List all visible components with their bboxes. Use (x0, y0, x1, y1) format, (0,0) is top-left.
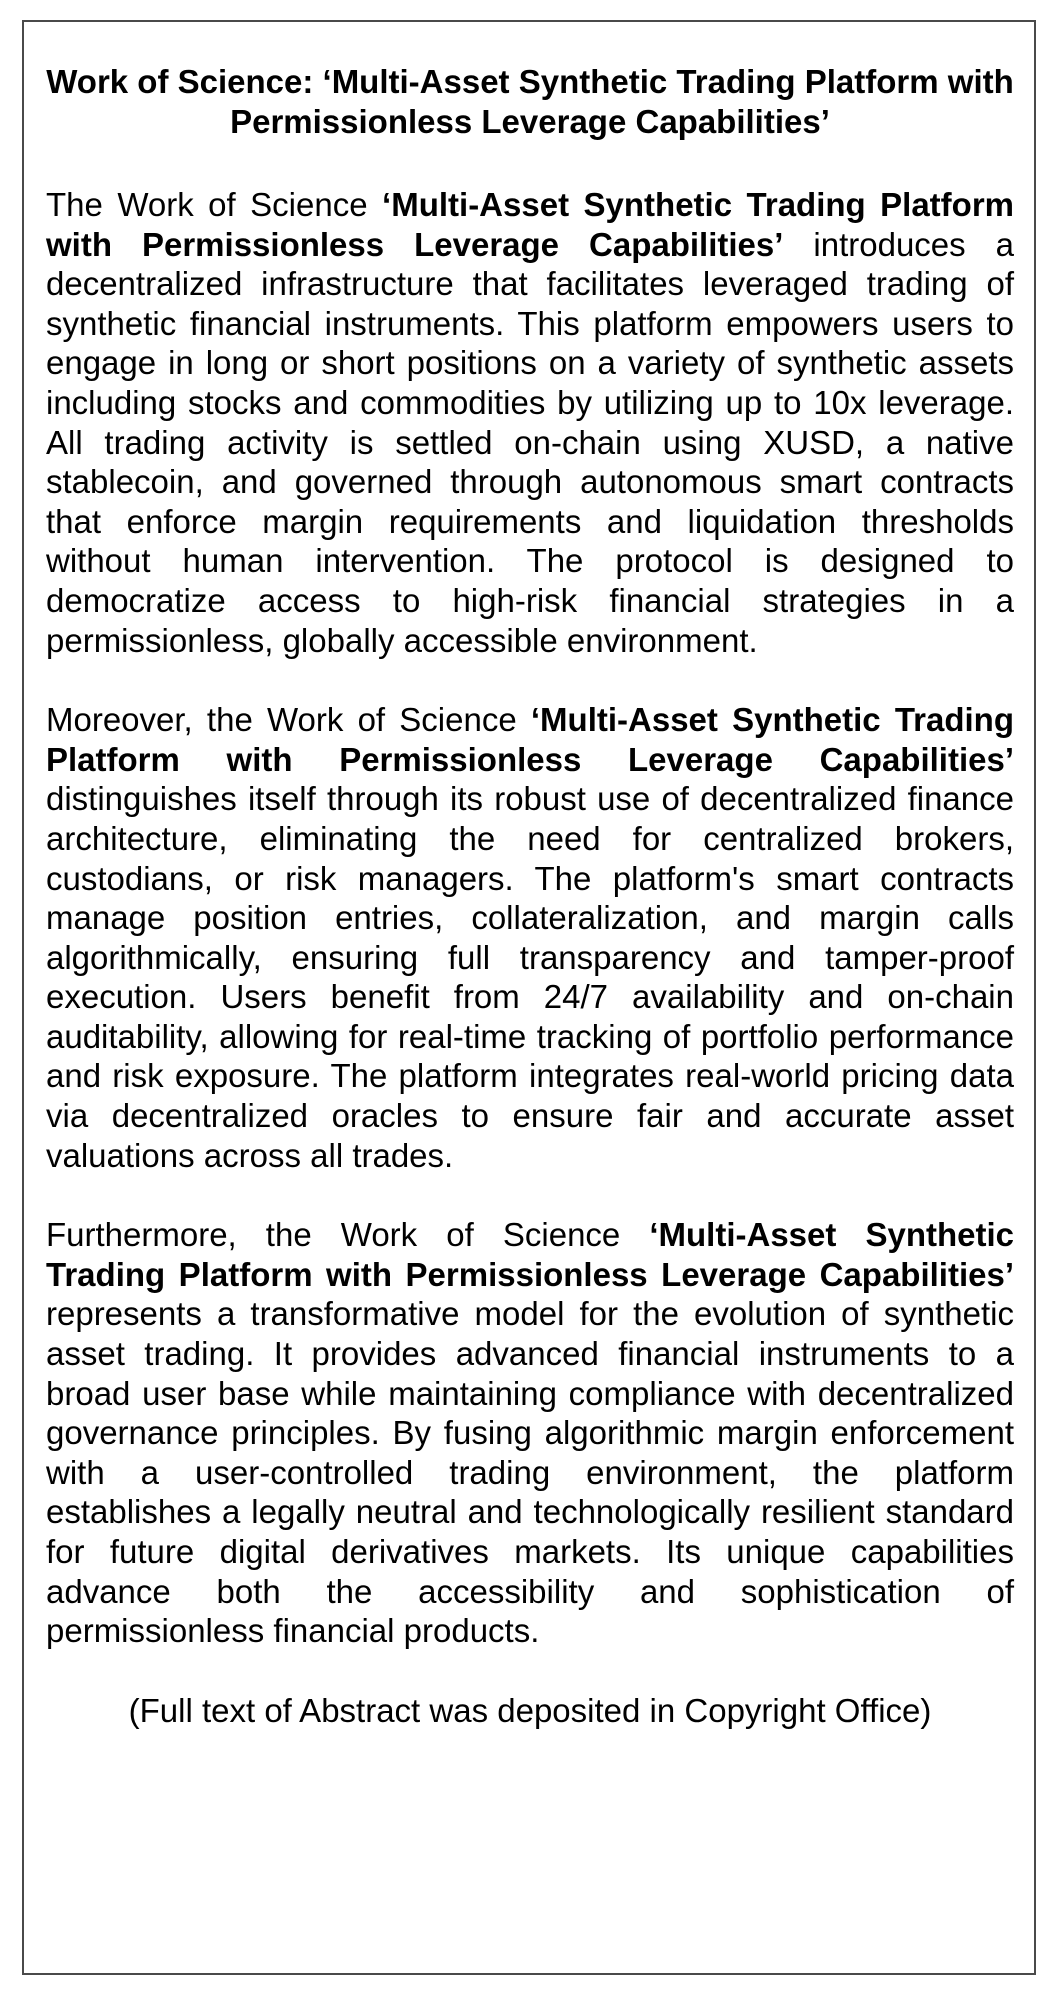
paragraph-1-lead: The Work of Science (46, 186, 383, 223)
paragraph-2-lead: Moreover, the Work of Science (46, 701, 531, 739)
paragraph-2 (46, 700, 1014, 1175)
deposit-note: (Full text of Abstract was deposited in Copyright Office) (128, 1691, 932, 1729)
document-title: Work of Science: ‘Multi-Asset Synthetic Trading Platform with Permissionless Leverage Capabilities’ (46, 63, 1014, 140)
paragraph-1-work-title: ‘Multi-Asset Synthetic Trading Platform with Permissionless Leverage Capabilities’ (46, 186, 1015, 263)
paragraph-1-body: introduces a decentralized infrastructure that facilitates leveraged trading of synthetic financial instruments. This platform empowers users to engage in long or short positions on a variety of synthetic assets including stocks and commodities by utilizing up to 10x leverage. All trading activity is settled on-chain using XUSD, a native stablecoin, and governed through autonomous smart contracts that enforce margin requirements and liquidation thresholds without human intervention. The protocol is designed to democratize access to high-risk financial strategies in a permissionless, globally accessible environment. (46, 225, 1014, 659)
paragraph-3 (46, 1215, 1014, 1651)
abstract-body (46, 62, 1014, 1731)
paragraph-3-work-title: ‘Multi-Asset Synthetic Trading Platform with Permissionless Leverage Capabilities’ (46, 1216, 1014, 1293)
paragraph-3-lead: Furthermore, the Work of Science (46, 1216, 650, 1254)
paragraph-1 (46, 185, 1014, 660)
paragraph-2-body: distinguishes itself through its robust use of decentralized finance architecture, eliminating the need for centralized brokers, custodians, or risk managers. The platform's smart contracts manage position entries, collateralization, and margin calls algorithmically, ensuring full transparency and tamper-proof execution. Users benefit from 24/7 availability and on-chain auditability, allowing for real-time tracking of portfolio performance and risk exposure. The platform integrates real-world pricing data via decentralized oracles to ensure fair and accurate asset valuations across all trades. (46, 780, 1014, 1174)
paragraph-3-body: represents a transformative model for the evolution of synthetic asset trading. It provides advanced financial instruments to a broad user base while maintaining compliance with decentralized governance principles. By fusing algorithmic margin enforcement with a user-controlled trading environment, the platform establishes a legally neutral and technologically resilient standard for future digital derivatives markets. Its unique capabilities advance both the accessibility and sophistication of permissionless financial products. (46, 1295, 1014, 1650)
paragraph-2-work-title: ‘Multi-Asset Synthetic Trading Platform with Permissionless Leverage Capabilities’ (46, 701, 1014, 778)
